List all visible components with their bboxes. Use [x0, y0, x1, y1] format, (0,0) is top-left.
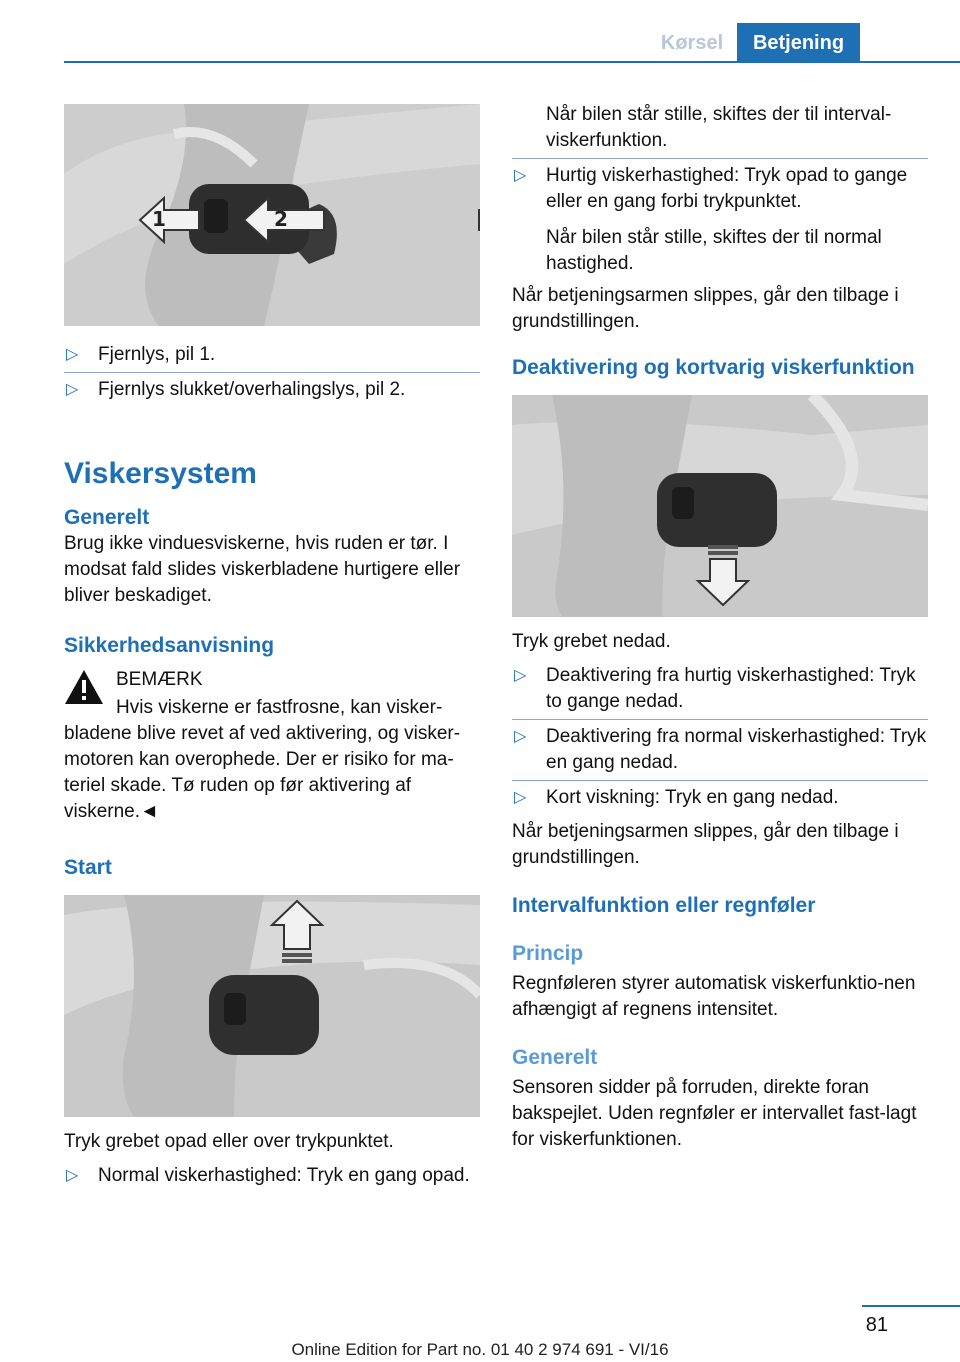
wiper-down-figure: [512, 395, 928, 617]
warning-triangle-icon: [64, 669, 104, 705]
generelt-text: Brug ikke vinduesviskerne, hvis ruden er tør. I modsat fald slides viskerbladene hurtigere eller bliver beskadiget.: [64, 533, 461, 606]
triangle-bullet-icon: ▷: [514, 167, 527, 184]
triangle-bullet-icon: ▷: [514, 667, 527, 684]
headlight-bullet-list: [64, 338, 480, 407]
triangle-bullet-icon: ▷: [514, 728, 527, 745]
edition-footer: Online Edition for Part no. 01 40 2 974 691 - VI/16: [291, 1340, 669, 1359]
deactivation-heading: Deaktivering og kortvarig viskerfunktion: [512, 356, 915, 379]
list-item: ▷ Hurtig viskerhastighed: Tryk opad to gange eller en gang forbi trykpunktet.: [512, 158, 928, 219]
continued-text: Når bilen står stille, skiftes der til interval-viskerfunktion.: [546, 104, 892, 151]
list-item: ▷ Fjernlys slukket/overhalingslys, pil 2.: [64, 373, 480, 407]
right-column: [512, 102, 928, 1153]
list-item: ▷ Normal viskerhastighed: Tryk en gang opad.: [64, 1159, 480, 1193]
start-caption: Tryk grebet opad eller over trykpunktet.: [64, 1131, 394, 1152]
list-item: ▷ Deaktivering fra normal viskerhastighed: Tryk en gang nedad.: [512, 720, 928, 781]
warning-label: BEMÆRK: [116, 669, 203, 690]
safety-heading: Sikkerhedsanvisning: [64, 634, 275, 657]
list-item: ▷ Kort viskning: Tryk en gang nedad.: [512, 781, 928, 815]
release-text-2: Når betjeningsarmen slippes, går den tilbage i grundstillingen.: [512, 821, 899, 868]
left-column: [64, 104, 480, 1193]
triangle-bullet-icon: ▷: [514, 789, 527, 806]
headlight-stalk-figure: [64, 104, 480, 326]
warning-block: [64, 667, 480, 721]
triangle-bullet-icon: ▷: [66, 346, 79, 363]
warning-text-first: Hvis viskerne er fastfrosne, kan visker-: [116, 697, 443, 718]
princip-heading: Princip: [512, 942, 584, 965]
generelt2-heading: Generelt: [512, 1046, 598, 1069]
footer-rule: [862, 1305, 960, 1307]
page-number: 81: [865, 1314, 888, 1336]
speed-bullet-list: [512, 158, 928, 219]
triangle-bullet-icon: ▷: [66, 381, 79, 398]
fast-note: Når bilen står stille, skiftes der til normal hastighed.: [546, 227, 882, 274]
wiper-up-figure: [64, 895, 480, 1117]
generelt2-text: Sensoren sidder på forruden, direkte foran bakspejlet. Uden regnføler er intervallet fast-lagt for viskerfunktionen.: [512, 1077, 917, 1150]
section-title: Viskersystem: [64, 457, 257, 490]
warning-text: bladene blive revet af ved aktivering, og visker-motoren kan overophede. Der er risiko for ma-teriel skade. Tø ruden op før aktivering af viskerne.◄: [64, 723, 461, 822]
list-item: ▷ Deaktivering fra hurtig viskerhastighed: Tryk to gange nedad.: [512, 659, 928, 720]
arrow-label-1: 1: [152, 207, 166, 231]
list-item: ▷ Fjernlys, pil 1.: [64, 338, 480, 373]
release-text: Når betjeningsarmen slippes, går den tilbage i grundstillingen.: [512, 285, 899, 332]
deactivation-bullet-list: [512, 659, 928, 815]
start-heading: Start: [64, 856, 112, 879]
princip-text: Regnføleren styrer automatisk viskerfunktio-nen afhængigt af regnens intensitet.: [512, 973, 916, 1020]
tab-korsel[interactable]: Kørsel: [660, 32, 724, 54]
interval-heading: Intervalfunktion eller regnføler: [512, 894, 816, 917]
generelt-heading: Generelt: [64, 506, 150, 529]
deactivation-caption: Tryk grebet nedad.: [512, 631, 671, 652]
start-bullet-list: [64, 1159, 480, 1193]
arrow-label-2: 2: [274, 207, 288, 231]
tab-betjening[interactable]: Betjening: [737, 23, 860, 63]
triangle-bullet-icon: ▷: [66, 1167, 79, 1184]
